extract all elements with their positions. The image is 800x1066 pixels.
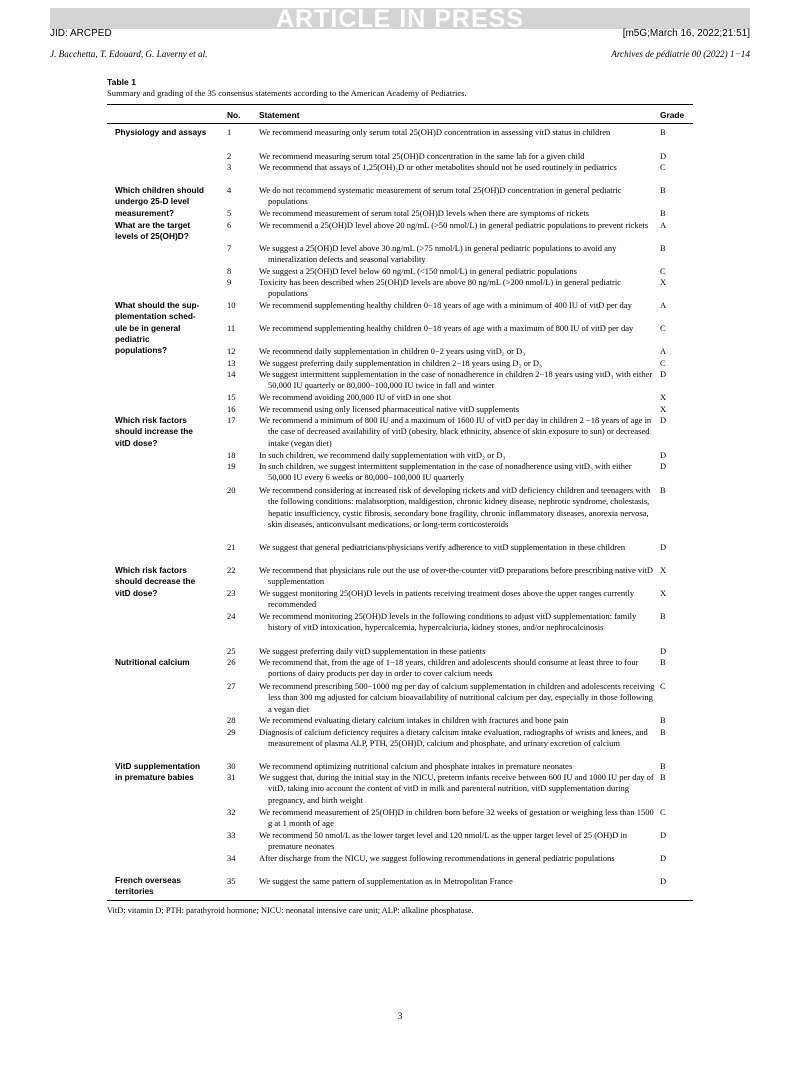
statement-text: We recommend measurement of serum total 25(OH)D levels when there are symptoms of rickets <box>259 208 590 218</box>
statement-text: We suggest that, during the initial stay in the NICU, preterm infants receive between 600 IU and 1000 IU per day of vitD, taking into account the content of vitD in milk and parenteral nutrition, vitD supplementation during pregnancy, and birth weight <box>259 772 654 805</box>
statement-grade: D <box>660 830 667 840</box>
statement-number: 1 <box>227 127 232 137</box>
table-header-rule <box>107 123 693 124</box>
statement-grade: X <box>660 565 667 575</box>
statement-grade: D <box>660 450 667 460</box>
statement-grade: D <box>660 542 667 552</box>
statement-number: 9 <box>227 277 232 287</box>
category-label <box>115 657 215 668</box>
statement-number: 15 <box>227 392 236 402</box>
category-label-line: vitD dose? <box>115 437 158 448</box>
statement-text: We recommend prescribing 500−1000 mg per day of calcium supplementation in children and adolescents receiving less than 300 mg adjusted for calcium bioavailability of nutritional calcium per day, especially in those following a vegan diet <box>259 681 655 714</box>
statement-text: In such children, we recommend daily supplementation with vitD₂ or D₃ <box>259 450 506 460</box>
statement-number: 5 <box>227 208 232 218</box>
statement-grade: D <box>660 151 667 161</box>
statement-grade: B <box>660 611 666 621</box>
statement-grade: B <box>660 715 666 725</box>
statement-grade: B <box>660 772 666 782</box>
statement-text: We recommend avoiding 200,000 IU of vitD in one shot <box>259 392 451 402</box>
category-label-line: What should the sup- <box>115 300 200 310</box>
statement-text: We suggest the same pattern of supplementation as in Metropolitan France <box>259 876 513 886</box>
statement-text: We suggest a 25(OH)D level below 60 ng/mL (<150 nmol/L) in general pediatric populations <box>259 266 577 276</box>
statement-grade: B <box>660 485 666 495</box>
statement-text: We recommend measurement of 25(OH)D in children born before 32 weeks of gestation or weighing less than 1500 g at 1 month of age <box>259 807 654 829</box>
category-label-line: VitD supplementation <box>115 761 201 771</box>
statement-grade: A <box>660 346 667 356</box>
table-top-rule <box>107 104 693 105</box>
statement-text: We suggest monitoring 25(OH)D levels in patients receiving treatment doses above the upper ranges currently recommended <box>259 588 635 610</box>
category-label <box>115 761 215 784</box>
banner-text: ARTICLE IN PRESS <box>276 5 524 33</box>
statement-grade: B <box>660 185 666 195</box>
category-label <box>115 127 215 138</box>
statement-text: We recommend supplementing healthy children 0−18 years of age with a maximum of 800 IU of vitD per day <box>259 323 634 333</box>
category-label-line: undergo 25-D level <box>115 196 190 207</box>
statement-grade: A <box>660 220 667 230</box>
statement-grade: C <box>660 681 666 691</box>
statement-text: We recommend supplementing healthy children 0−18 years of age with a minimum of 400 IU of vitD per day <box>259 300 632 310</box>
statement-text: We recommend 50 nmol/L as the lower target level and 120 nmol/L as the upper target level of 25 (OH)D in premature neonates <box>259 830 628 852</box>
category-label-line: pediatric <box>115 333 150 344</box>
category-label-line: Which risk factors <box>115 415 187 425</box>
statement-text: We recommend measuring serum total 25(OH)D concentration in the same lab for a given child <box>259 151 585 161</box>
statement-number: 27 <box>227 681 236 691</box>
statement-grade: B <box>660 727 666 737</box>
statement-number: 33 <box>227 830 236 840</box>
statement-number: 31 <box>227 772 236 782</box>
category-label-line: French overseas <box>115 875 181 885</box>
statement-number: 8 <box>227 266 232 276</box>
statement-grade: X <box>660 404 667 414</box>
statement-number: 26 <box>227 657 236 667</box>
journal-id: JID: ARCPED <box>50 28 112 39</box>
statement-text: We recommend that, from the age of 1−18 years, children and adolescents should consume at least three to four portions of dairy products per day in order to cover calcium needs <box>259 657 639 679</box>
category-label <box>115 300 215 356</box>
statement-grade: C <box>660 266 666 276</box>
statement-text: Diagnosis of calcium deficiency requires a dietary calcium intake evaluation, radiographs of wrists and knees, and measurement of plasma ALP, PTH, 25(OH)D, calcium and phosphate, and urinary excretion of calcium <box>259 727 648 749</box>
category-label-line: ule be in general <box>115 322 181 333</box>
table-bottom-rule <box>107 900 693 901</box>
statement-number: 22 <box>227 565 236 575</box>
statement-grade: A <box>660 300 667 310</box>
statement-number: 19 <box>227 461 236 471</box>
column-header-grade: Grade <box>660 110 685 120</box>
statement-text: We do not recommend systematic measurement of serum total 25(OH)D concentration in general pediatric populations <box>259 185 622 207</box>
statement-text: Toxicity has been described when 25(OH)D levels are above 80 ng/mL (>200 nmol/L) in general pediatric populations <box>259 277 621 299</box>
statement-number: 35 <box>227 876 236 886</box>
statement-grade: C <box>660 358 666 368</box>
statement-text: We suggest a 25(OH)D level above 30 ng/mL (>75 nmol/L) in general pediatric populations to avoid any mineralization defects and seasonal variability <box>259 243 617 265</box>
statement-number: 13 <box>227 358 236 368</box>
statement-grade: C <box>660 323 666 333</box>
statement-grade: X <box>660 277 667 287</box>
category-label-line: levels of 25(OH)D? <box>115 231 189 242</box>
category-label <box>115 220 215 243</box>
statement-text: We suggest preferring daily vitD supplementation in these patients <box>259 646 486 656</box>
statement-grade: X <box>660 588 667 598</box>
statement-number: 11 <box>227 323 236 333</box>
statement-number: 29 <box>227 727 236 737</box>
category-label-line: should decrease the <box>115 576 196 587</box>
running-authors: J. Bacchetta, T. Edouard, G. Laverny et al. <box>50 49 208 59</box>
statement-number: 6 <box>227 220 232 230</box>
statement-text: We recommend considering at increased risk of developing rickets and vitD deficiency children and teenagers with the following conditions: malabsorption, maldigestion, chronic kidney disease, nephrotic syndrome, cholestasis, hepatic insufficiency, cystic fibrosis, secondary bone fragility, chronic inflammatory diseases, anorexia nervosa, skin diseases, anticonvulsant medications, or long-term corticosteroids <box>259 485 651 529</box>
statement-text: We suggest intermittent supplementation in the case of nonadherence in children 2−18 years using vitD₃ with either 50,000 IU quarterly or 80,000−100,000 IU twice in fall and winter <box>259 369 653 391</box>
category-label-line: should increase the <box>115 426 193 437</box>
category-label <box>115 415 215 449</box>
statement-grade: B <box>660 761 666 771</box>
statement-number: 12 <box>227 346 236 356</box>
statement-number: 16 <box>227 404 236 414</box>
statement-number: 7 <box>227 243 232 253</box>
category-label-line: Physiology and assays <box>115 127 207 137</box>
statement-text: In such children, we suggest intermittent supplementation in the case of nonadherence using vitD₃ with either 50,000 IU every 6 weeks or 80,000−100,000 IU quarterly <box>259 461 632 483</box>
statement-text: We recommend daily supplementation in children 0−2 years using vitD₂ or D₃ <box>259 346 526 356</box>
statement-number: 10 <box>227 300 236 310</box>
statement-text: We recommend a 25(OH)D level above 20 ng/mL (>50 nmol/L) in general pediatric populations to prevent rickets <box>259 220 649 230</box>
statement-text: We recommend measuring only serum total 25(OH)D concentration in assessing vitD status in children <box>259 127 611 137</box>
category-label-line: measurement? <box>115 207 175 218</box>
statement-grade: D <box>660 876 667 886</box>
table-caption: Summary and grading of the 35 consensus statements according to the American Academy of Pediatrics. <box>107 88 467 98</box>
category-label-line: What are the target <box>115 220 191 230</box>
category-label-line: in premature babies <box>115 772 194 783</box>
statement-number: 25 <box>227 646 236 656</box>
statement-grade: B <box>660 657 666 667</box>
category-label-line: Which children should <box>115 185 204 195</box>
statement-number: 18 <box>227 450 236 460</box>
statement-text: We recommend monitoring 25(OH)D levels in the following conditions to adjust vitD supplementation: family history of vitD intoxication, hypercalcemia, hypercalciuria, kidney stones, and/or nephrocalcinosis <box>259 611 637 633</box>
statement-grade: C <box>660 162 666 172</box>
build-stamp: [m5G;March 16, 2022;21:51] <box>622 28 750 39</box>
statement-number: 2 <box>227 151 232 161</box>
category-label-line: territories <box>115 886 154 897</box>
statement-grade: B <box>660 243 666 253</box>
statement-grade: D <box>660 415 667 425</box>
category-label-line: vitD dose? <box>115 587 158 598</box>
table-title: Table 1 <box>107 77 136 87</box>
statement-number: 17 <box>227 415 236 425</box>
statement-grade: C <box>660 807 666 817</box>
statement-number: 3 <box>227 162 232 172</box>
statement-text: We recommend optimizing nutritional calcium and phosphate intakes in premature neonates <box>259 761 573 771</box>
statement-number: 34 <box>227 853 236 863</box>
column-header-statement: Statement <box>259 110 300 120</box>
statement-text: We suggest preferring daily supplementation in children 2−18 years using D₂ or D₃ <box>259 358 542 368</box>
table-footnote: VitD: vitamin D; PTH: parathyroid hormone; NICU: neonatal intensive care unit; ALP: alkaline phosphatase. <box>107 906 474 915</box>
running-journal: Archives de pédiatrie 00 (2022) 1−14 <box>611 49 750 59</box>
column-header-no: No. <box>227 110 241 120</box>
statement-text: We recommend evaluating dietary calcium intakes in children with fractures and bone pain <box>259 715 569 725</box>
statement-number: 32 <box>227 807 236 817</box>
statement-grade: D <box>660 853 667 863</box>
category-label <box>115 185 215 219</box>
statement-text: We suggest that general pediatricians/physicians verify adherence to vitD supplementation in these children <box>259 542 626 552</box>
category-label <box>115 565 215 599</box>
category-label-line: Nutritional calcium <box>115 657 190 667</box>
category-label-line: plementation sched- <box>115 311 196 322</box>
statement-number: 14 <box>227 369 236 379</box>
page-number: 3 <box>397 1012 403 1022</box>
statement-text: After discharge from the NICU, we suggest following recommendations in general pediatric populations <box>259 853 615 863</box>
statement-number: 30 <box>227 761 236 771</box>
statement-grade: D <box>660 461 667 471</box>
statement-number: 24 <box>227 611 236 621</box>
table-body <box>0 127 800 897</box>
statement-number: 23 <box>227 588 236 598</box>
category-label-line: Which risk factors <box>115 565 187 575</box>
statement-number: 20 <box>227 485 236 495</box>
statement-text: We recommend using only licensed pharmaceutical native vitD supplements <box>259 404 519 414</box>
statement-number: 28 <box>227 715 236 725</box>
statement-number: 4 <box>227 185 232 195</box>
category-label-line: populations? <box>115 345 168 356</box>
statement-grade: B <box>660 208 666 218</box>
statement-grade: D <box>660 646 667 656</box>
statement-text: We recommend that physicians rule out the use of over-the-counter vitD preparations before prescribing native vitD supplementation <box>259 565 654 587</box>
statement-text: We recommend that assays of 1,25(OH)₂D or other metabolites should not be used routinely in pediatrics <box>259 162 617 172</box>
category-label <box>115 875 215 898</box>
statement-grade: X <box>660 392 667 402</box>
statement-grade: D <box>660 369 667 379</box>
statement-text: We recommend a minimum of 800 IU and a maximum of 1600 IU of vitD per day in children 2 −18 years of age in the case of decreased availability of vitD (obesity, black ethnicity, absence of skin exposure to sun) or decreased intake (vegan diet) <box>259 415 652 448</box>
statement-grade: B <box>660 127 666 137</box>
statement-number: 21 <box>227 542 236 552</box>
